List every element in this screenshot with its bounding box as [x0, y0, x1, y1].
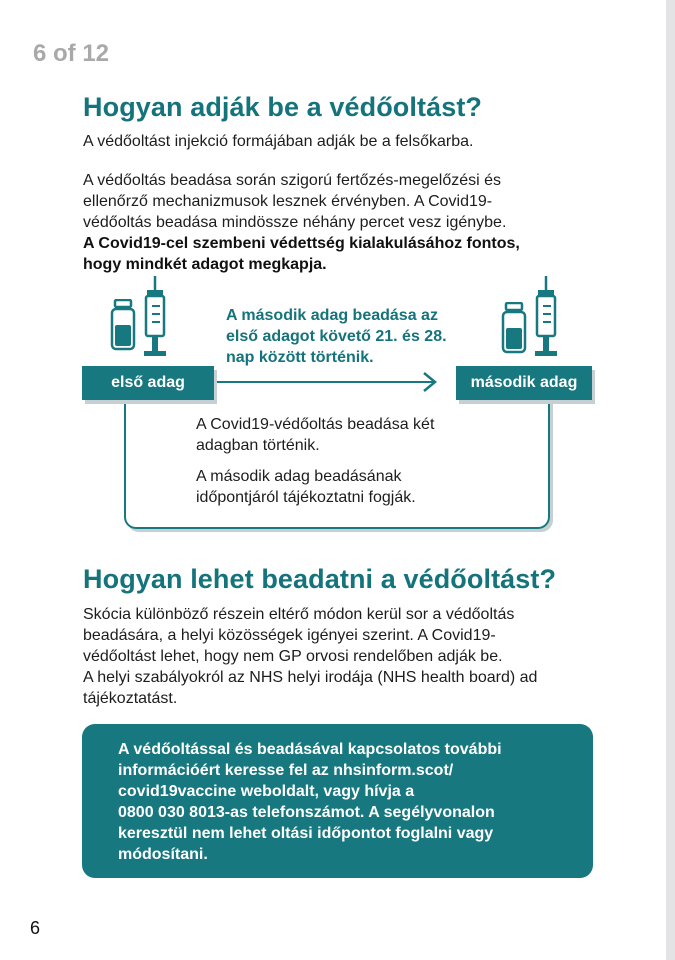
text-line: A második adag beadásának: [196, 468, 402, 485]
paragraph-local-arrangements: [83, 604, 613, 709]
vaccine-vial-icon: [501, 302, 527, 354]
text-line: védőoltást lehet, hogy nem GP orvosi rendelőben adják be.: [83, 648, 503, 665]
page-number: 6: [30, 918, 41, 938]
text-line: keresztül nem lehet oltási időpontot foglalni vagy: [118, 825, 494, 842]
section-heading-how-given: Hogyan adják be a védőoltást?: [83, 92, 483, 122]
page-counter: 6 of 12: [33, 40, 110, 67]
text-line: nap között történik.: [226, 349, 374, 366]
dose-interval-text: [226, 305, 447, 368]
two-doses-text: [196, 414, 506, 456]
text-line: A második adag beadása az: [226, 307, 438, 324]
text-line: Skócia különböző részein eltérő módon kerül sor a védőoltás: [83, 606, 515, 623]
text-line: adagban történik.: [196, 437, 320, 454]
page-edge: [666, 0, 675, 960]
text-line: A védőoltás beadása során szigorú fertőzés-megelőzési és: [83, 172, 502, 189]
text-line: védőoltás beadása mindössze néhány percet vesz igénybe.: [83, 214, 507, 231]
text-line: A Covid19-védőoltás beadása két: [196, 416, 435, 433]
paragraph-safety: [83, 170, 603, 233]
text-line: A védőoltással és beadásával kapcsolatos további: [118, 741, 502, 758]
text-line: információért keresse fel az nhsinform.scot/: [118, 762, 454, 779]
text-line: időpontjáról tájékoztatni fogják.: [196, 489, 416, 506]
text-line: hogy mindkét adagot megkapja.: [83, 256, 327, 273]
arrow-right-icon: [212, 371, 444, 393]
paragraph-both-doses-bold: [83, 233, 623, 275]
text-line: A Covid19-cel szembeni védettség kialakulásához fontos,: [83, 235, 520, 252]
paragraph-injection: A védőoltást injekció formájában adják be a felsőkarba.: [83, 133, 474, 150]
section-heading-where-given: Hogyan lehet beadatni a védőoltást?: [83, 564, 557, 594]
text-line: tájékoztatást.: [83, 690, 178, 707]
text-line: 0800 030 8013-as telefonszámot. A segélyvonalon: [118, 804, 495, 821]
text-line: beadására, a helyi közösségek igényei szerint. A Covid19-: [83, 627, 496, 644]
text-line: A helyi szabályokról az NHS helyi irodája (NHS health board) ad: [83, 669, 538, 686]
syringe-icon: [531, 276, 561, 360]
info-callout-text: [118, 739, 578, 865]
text-line: módosítani.: [118, 846, 208, 863]
second-dose-label: második adag: [456, 366, 592, 400]
syringe-icon: [140, 276, 170, 360]
text-line: ellenőrző mechanizmusok lesznek érvényben. A Covid19-: [83, 193, 493, 210]
first-dose-label: első adag: [82, 366, 214, 400]
text-line: első adagot követő 21. és 28.: [226, 328, 447, 345]
second-dose-notice-text: [196, 466, 506, 508]
text-line: covid19vaccine weboldalt, vagy hívja a: [118, 783, 415, 800]
vaccine-vial-icon: [110, 299, 136, 351]
